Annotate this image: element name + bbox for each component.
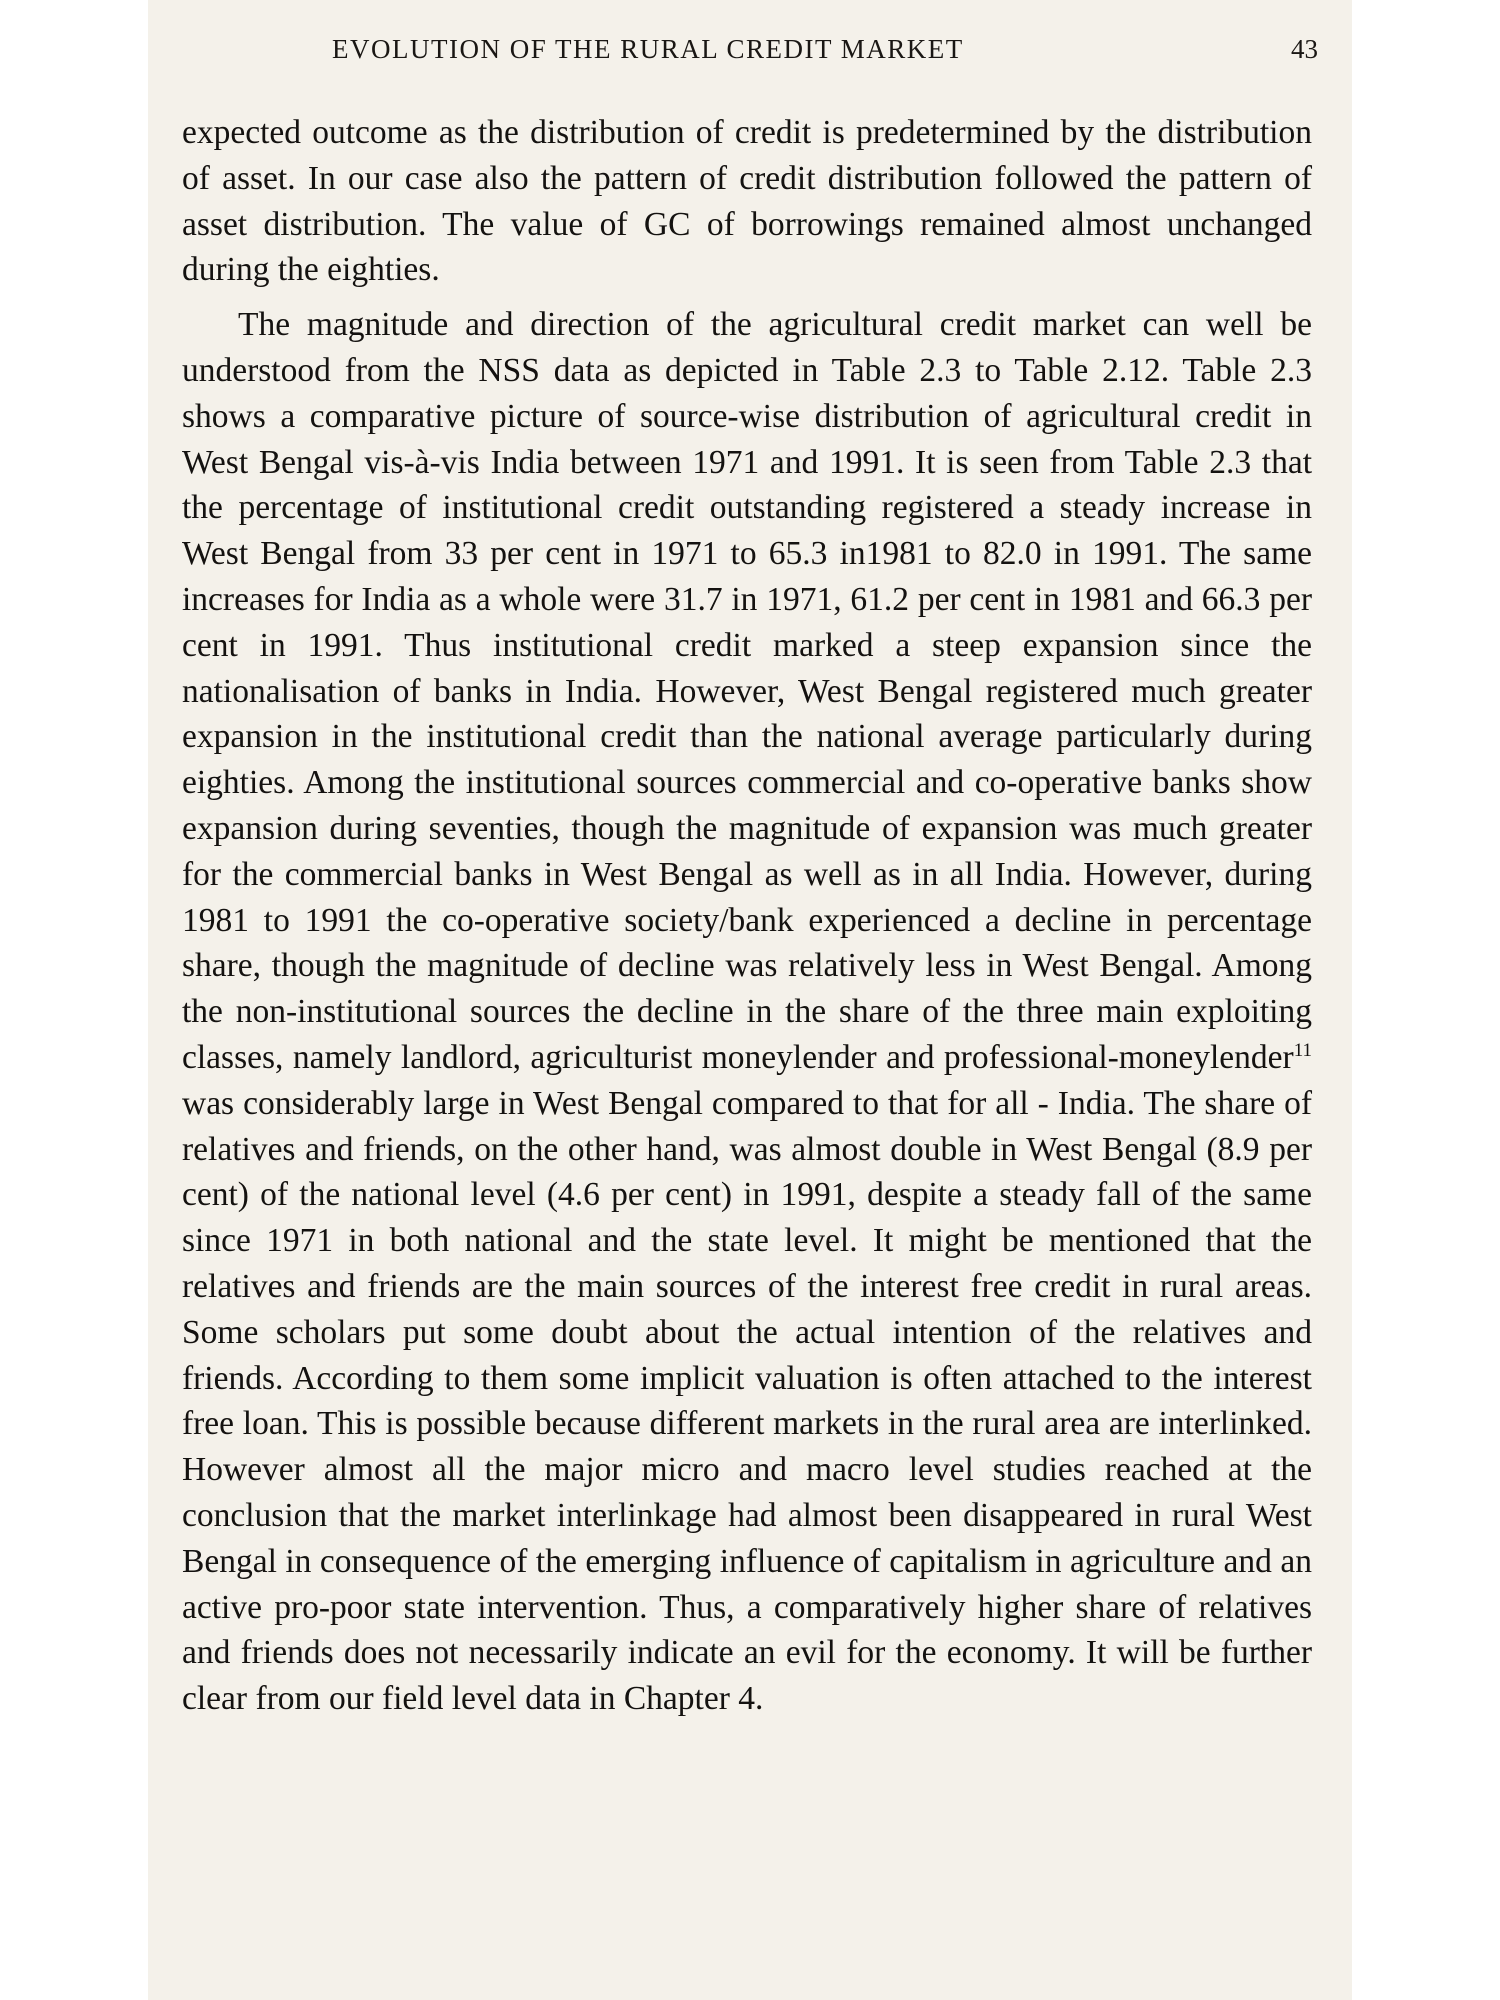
paragraph-text-part-1: The magnitude and direction of the agricultural credit market can well be understood from the NSS data as depicted in Table 2.3 to Table 2.12. Table 2.3 shows a comparative picture of source-wise distribution of agricultural credit in West Bengal vis-à-vis India between 1971 and 1991. It is seen from Table 2.3 that the percentage of institutional credit outstanding registered a steady increase in West Bengal from 33 per cent in 1971 to 65.3 in1981 to 82.0 in 1991. The same increases for India as a whole were 31.7 in 1971, 61.2 per cent in 1981 and 66.3 per cent in 1991. Thus institutional credit marked a steep expansion since the nationalisation of banks in India. However, West Bengal registered much greater expansion in the institutional credit than the national average particularly during eighties. Among the institutional sources commercial and co-operative banks show expansion during seventies, though the magnitude of expansion was much greater for the commercial banks in West Bengal as well as in all India. However, during 1981 to 1991 the co-operative society/bank experienced a decline in percentage share, though the magnitude of decline was relatively less in West Bengal. Among the non-institutional sources the decline in the share of the three main exploiting classes, namely landlord, agriculturist moneylender and professional-moneylender xyxy=(182,306,1312,1076)
body-text xyxy=(182,110,1312,1722)
footnote-reference: 11 xyxy=(1293,1039,1312,1061)
paragraph-continuation: expected outcome as the distribution of credit is predetermined by the distribution of asset. In our case also the pattern of credit distribution followed the pattern of asset distribution. The value of GC of borrowings remained almost unchanged during the eighties. xyxy=(182,114,1312,289)
page-header xyxy=(182,34,1318,74)
paragraph-text-part-2: was considerably large in West Bengal compared to that for all - India. The share of relatives and friends, on the other hand, was almost double in West Bengal (8.9 per cent) of the national level (4.6 per cent) in 1991, despite a steady fall of the same since 1971 in both national and the state level. It might be mentioned that the relatives and friends are the main sources of the interest free credit in rural areas. Some scholars put some doubt about the actual intention of the relatives and friends. According to them some implicit valuation is often attached to the interest free loan. This is possible because different markets in the rural area are interlinked. However almost all the major micro and macro level studies reached at the conclusion that the market interlinkage had almost been disappeared in rural West Bengal in consequence of the emerging influence of capitalism in agriculture and an active pro-poor state intervention. Thus, a comparatively higher share of relatives and friends does not necessarily indicate an evil for the economy. It will be further clear from our field level data in Chapter 4. xyxy=(182,1084,1312,1718)
book-page xyxy=(148,0,1352,2000)
paragraph-credit-market xyxy=(182,302,1312,1722)
running-title: EVOLUTION OF THE RURAL CREDIT MARKET xyxy=(332,34,964,64)
page-number: 43 xyxy=(1291,34,1318,64)
